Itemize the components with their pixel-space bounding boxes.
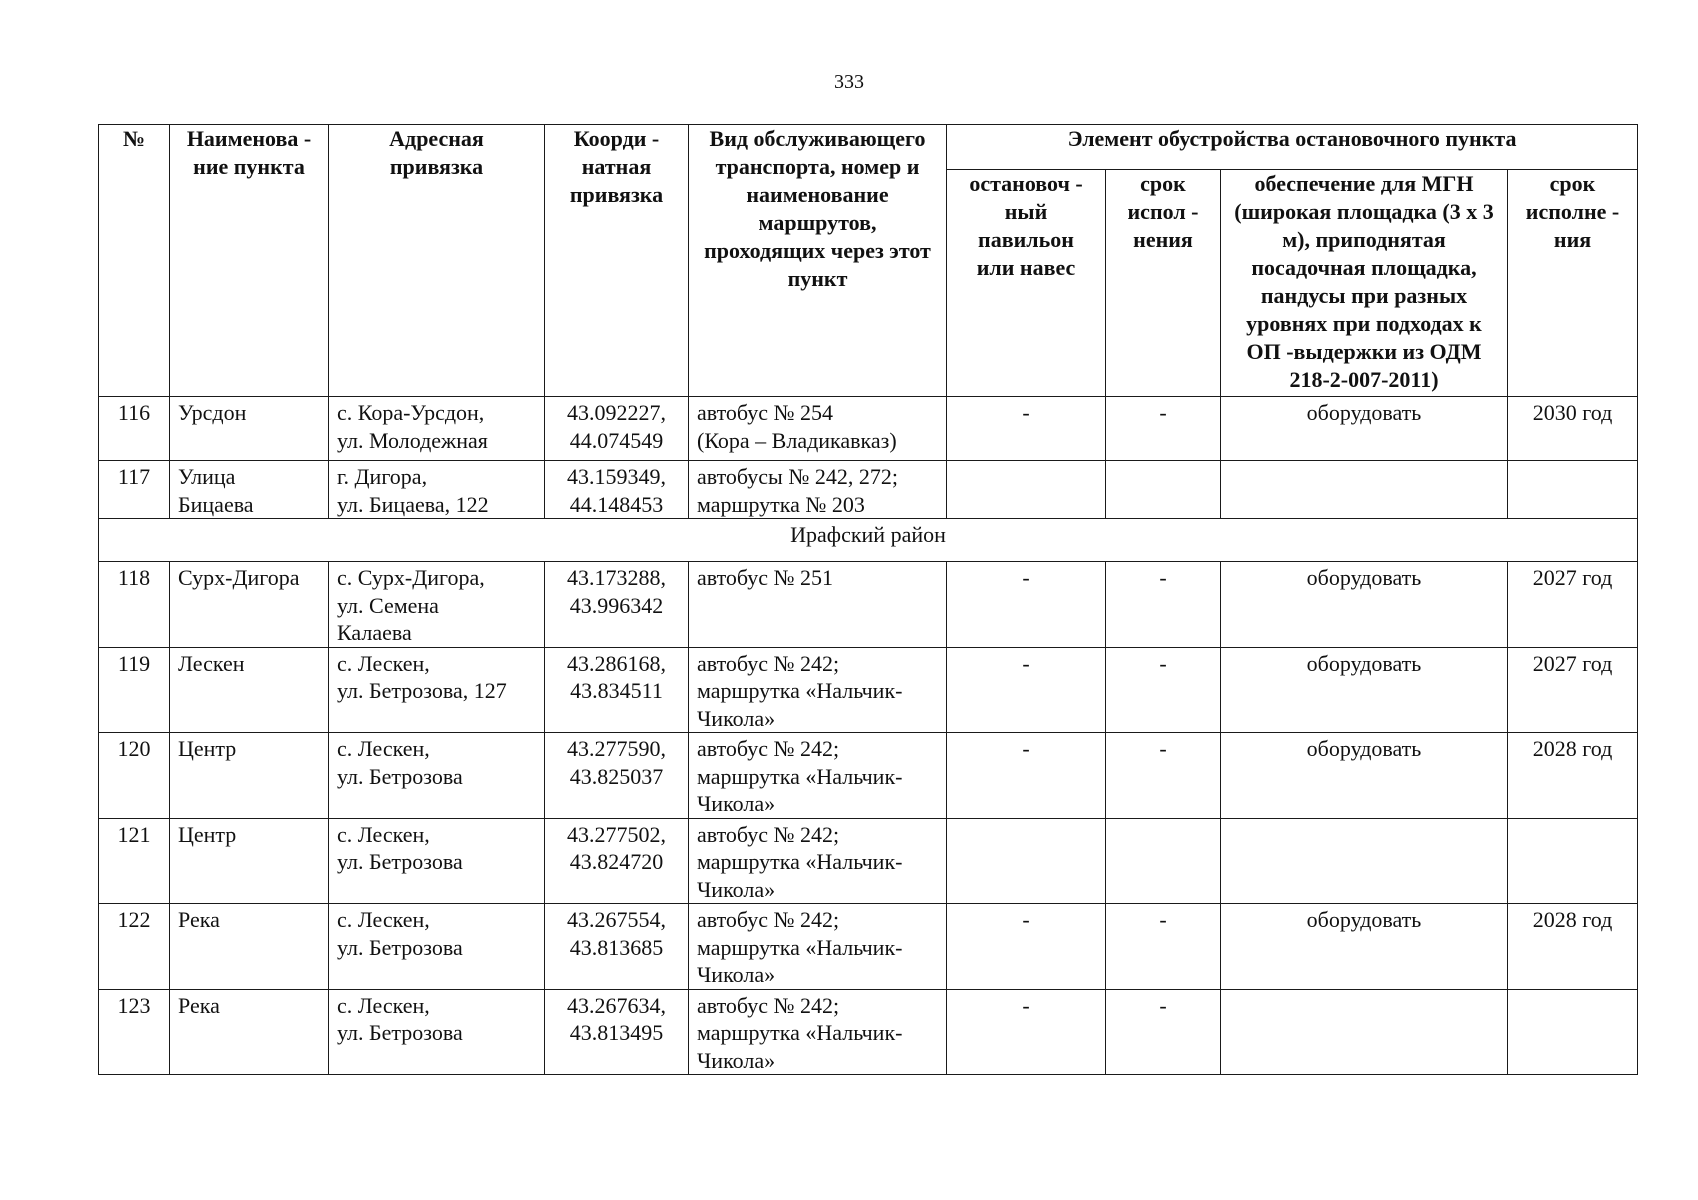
mgn: оборудовать <box>1221 562 1508 648</box>
table-row <box>99 904 1638 990</box>
header-stop-name: Наименова - ние пункта <box>170 125 329 397</box>
header-address: Адресная привязка <box>329 125 545 397</box>
table-row <box>99 818 1638 904</box>
mgn: оборудовать <box>1221 397 1508 461</box>
coordinates: 43.267554, 43.813685 <box>545 904 689 990</box>
stop-name: Река <box>170 989 329 1075</box>
term-pavilion <box>1106 818 1221 904</box>
transport: автобус № 242; маршрутка «Нальчик- Чикола» <box>689 904 947 990</box>
district-name: Ирафский район <box>99 519 1638 562</box>
row-number: 121 <box>99 818 170 904</box>
pavilion: - <box>947 733 1106 819</box>
address: г. Дигора, ул. Бицаева, 122 <box>329 461 545 519</box>
address: с. Лескен, ул. Бетрозова <box>329 989 545 1075</box>
address: с. Лескен, ул. Бетрозова <box>329 904 545 990</box>
address: с. Лескен, ул. Бетрозова, 127 <box>329 647 545 733</box>
transport: автобусы № 242, 272; маршрутка № 203 <box>689 461 947 519</box>
district-row <box>99 519 1638 562</box>
transport: автобус № 242; маршрутка «Нальчик- Чикола» <box>689 733 947 819</box>
term-pavilion: - <box>1106 904 1221 990</box>
mgn <box>1221 461 1508 519</box>
pavilion: - <box>947 562 1106 648</box>
header-coordinates: Коорди - натная привязка <box>545 125 689 397</box>
coordinates: 43.159349, 44.148453 <box>545 461 689 519</box>
stop-name: Лескен <box>170 647 329 733</box>
table-row <box>99 989 1638 1075</box>
stop-name: Центр <box>170 733 329 819</box>
header-equipment-group: Элемент обустройства остановочного пункта <box>947 125 1638 170</box>
address: с. Сурх-Дигора, ул. Семена Калаева <box>329 562 545 648</box>
coordinates: 43.173288, 43.996342 <box>545 562 689 648</box>
coordinates: 43.286168, 43.834511 <box>545 647 689 733</box>
row-number: 117 <box>99 461 170 519</box>
transport: автобус № 251 <box>689 562 947 648</box>
term-mgn: 2027 год <box>1508 647 1638 733</box>
header-term-pavilion: срок испол - нения <box>1106 170 1221 397</box>
stop-name: Улица Бицаева <box>170 461 329 519</box>
coordinates: 43.092227, 44.074549 <box>545 397 689 461</box>
header-mgn: обеспечение для МГН (широкая площадка (3 x 3 м), приподнятая посадочная площадка, пандусы при разных уровнях при подходах к ОП -выдержки из ОДМ 218-2-007-2011) <box>1221 170 1508 397</box>
term-mgn: 2028 год <box>1508 904 1638 990</box>
address: с. Кора-Урсдон, ул. Молодежная <box>329 397 545 461</box>
table-row <box>99 562 1638 648</box>
table-row <box>99 397 1638 461</box>
transport: автобус № 242; маршрутка «Нальчик- Чикола» <box>689 647 947 733</box>
pavilion: - <box>947 904 1106 990</box>
table-row <box>99 647 1638 733</box>
row-number: 116 <box>99 397 170 461</box>
term-mgn: 2028 год <box>1508 733 1638 819</box>
term-mgn <box>1508 818 1638 904</box>
term-pavilion: - <box>1106 989 1221 1075</box>
pavilion <box>947 461 1106 519</box>
coordinates: 43.277502, 43.824720 <box>545 818 689 904</box>
pavilion: - <box>947 397 1106 461</box>
header-row <box>99 125 1638 170</box>
transport: автобус № 242; маршрутка «Нальчик- Чикола» <box>689 989 947 1075</box>
header-pavilion: остановоч - ный павильон или навес <box>947 170 1106 397</box>
term-mgn: 2030 год <box>1508 397 1638 461</box>
mgn: оборудовать <box>1221 904 1508 990</box>
transport: автобус № 254 (Кора – Владикавказ) <box>689 397 947 461</box>
address: с. Лескен, ул. Бетрозова <box>329 818 545 904</box>
stop-name: Сурх-Дигора <box>170 562 329 648</box>
term-pavilion: - <box>1106 397 1221 461</box>
table-row <box>99 461 1638 519</box>
row-number: 119 <box>99 647 170 733</box>
coordinates: 43.267634, 43.813495 <box>545 989 689 1075</box>
term-mgn <box>1508 989 1638 1075</box>
term-mgn: 2027 год <box>1508 562 1638 648</box>
page-number: 333 <box>834 71 864 93</box>
table-row <box>99 733 1638 819</box>
term-pavilion: - <box>1106 733 1221 819</box>
term-pavilion <box>1106 461 1221 519</box>
address: с. Лескен, ул. Бетрозова <box>329 733 545 819</box>
header-number: № <box>99 125 170 397</box>
bus-stops-table <box>98 124 1638 1075</box>
stop-name: Центр <box>170 818 329 904</box>
coordinates: 43.277590, 43.825037 <box>545 733 689 819</box>
mgn <box>1221 818 1508 904</box>
row-number: 118 <box>99 562 170 648</box>
transport: автобус № 242; маршрутка «Нальчик- Чикола» <box>689 818 947 904</box>
term-pavilion: - <box>1106 647 1221 733</box>
term-pavilion: - <box>1106 562 1221 648</box>
row-number: 122 <box>99 904 170 990</box>
mgn: оборудовать <box>1221 647 1508 733</box>
header-term-mgn: срок исполне - ния <box>1508 170 1638 397</box>
mgn: оборудовать <box>1221 733 1508 819</box>
pavilion: - <box>947 989 1106 1075</box>
term-mgn <box>1508 461 1638 519</box>
stop-name: Урсдон <box>170 397 329 461</box>
row-number: 120 <box>99 733 170 819</box>
stop-name: Река <box>170 904 329 990</box>
row-number: 123 <box>99 989 170 1075</box>
pavilion: - <box>947 647 1106 733</box>
pavilion <box>947 818 1106 904</box>
mgn <box>1221 989 1508 1075</box>
header-transport: Вид обслуживающего транспорта, номер и наименование маршрутов, проходящих через этот пункт <box>689 125 947 397</box>
